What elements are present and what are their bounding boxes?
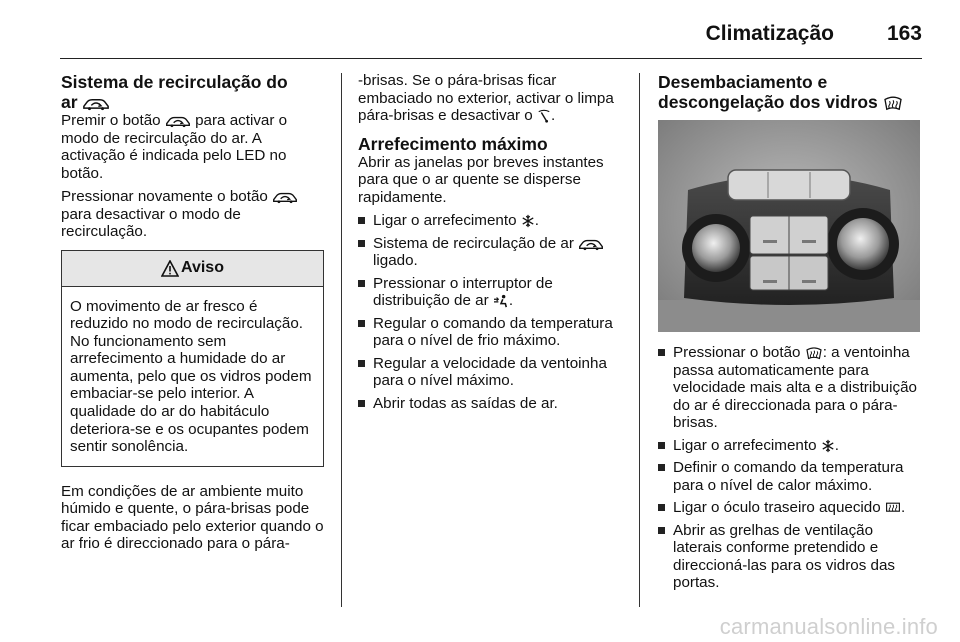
list-item: Definir o comando da temperatura para o nível de calor máximo. [658,459,922,494]
windshield-defrost-icon [805,346,823,360]
paragraph: Em condições de ar ambiente muito húmido e quente, o pára-brisas pode ficar embaciado pelo exterior quando o ar frio é direccionado para o pára- [61,482,324,553]
warning-triangle-icon [161,260,179,277]
seated-person-airflow-icon [493,294,509,308]
list-item: Regular o comando da temperatura para o nível de frio máximo. [358,315,626,350]
list-item: Abrir todas as saídas de ar. [358,395,626,413]
paragraph: Pressionar novamente o botão para desactivar o modo de recirculação. [61,188,327,241]
warning-title: Aviso [181,259,224,277]
bullet-list [358,212,626,412]
watermark: carmanualsonline.info [719,614,938,639]
list-item: Abrir as grelhas de ventilação laterais conforme pretendido e direccioná-las para os vidros das portas. [658,522,922,592]
list-item: Sistema de recirculação de ar ligado. [358,235,626,270]
list-item: Regular a velocidade da ventoinha para o nível máximo. [358,355,626,390]
column-divider [639,73,640,607]
warning-text: O movimento de ar fresco é reduzido no modo de recirculação. No funcionamento sem arrefecimento a humidade do ar aumenta, pelo que os vidros podem embaciar-se pelo interior. A qualidade do ar do habitáculo deteriora-se e os ocupantes podem sentir sonolência. [70,297,312,456]
column-divider [341,73,342,607]
list-item: Pressionar o interruptor de distribuição de ar . [358,275,626,310]
wiper-icon [537,109,551,123]
header-rule [60,58,922,59]
warning-header [62,251,323,287]
car-recirculation-icon [165,114,191,128]
snowflake-icon [821,439,835,453]
paragraph: Premir o botão para activar o modo de recirculação do ar. A activação é indicada pelo LED no botão. [61,112,288,182]
list-item: Ligar o arrefecimento . [358,212,626,230]
paragraph: -brisas. Se o pára-brisas ficar embaciado no exterior, activar o limpa pára-brisas e desactivar o . [358,72,614,124]
section-heading-recirculation: Sistema de recirculação do ar [61,72,288,112]
page-header [60,14,922,52]
climate-control-panel-photo [658,120,920,332]
car-recirculation-icon [82,96,110,111]
warning-box [61,250,324,467]
rear-window-heater-icon [885,501,901,515]
list-item: Ligar o óculo traseiro aquecido . [658,499,922,517]
car-recirculation-icon [272,190,298,204]
column-2 [358,72,626,417]
car-recirculation-icon [578,237,604,251]
column-1 [61,72,327,559]
section-heading-defrost: Desembaciamento e descongelação dos vidros [658,72,922,112]
page-number: 163 [886,22,922,45]
windshield-defrost-icon [883,95,903,111]
section-heading-max-cooling: Arrefecimento máximo [358,133,548,154]
bullet-list [658,344,922,592]
header-title: Climatização [705,22,834,45]
list-item: Ligar o arrefecimento . [658,437,922,455]
column-3 [658,72,922,597]
snowflake-icon [521,214,535,228]
list-item: Pressionar o botão : a ventoinha passa automaticamente para velocidade mais alta e a distribuição do ar é direccionada para o pára-brisas. [658,344,922,432]
paragraph: Abrir as janelas por breves instantes para que o ar quente se disperse rapidamente. [358,153,604,206]
